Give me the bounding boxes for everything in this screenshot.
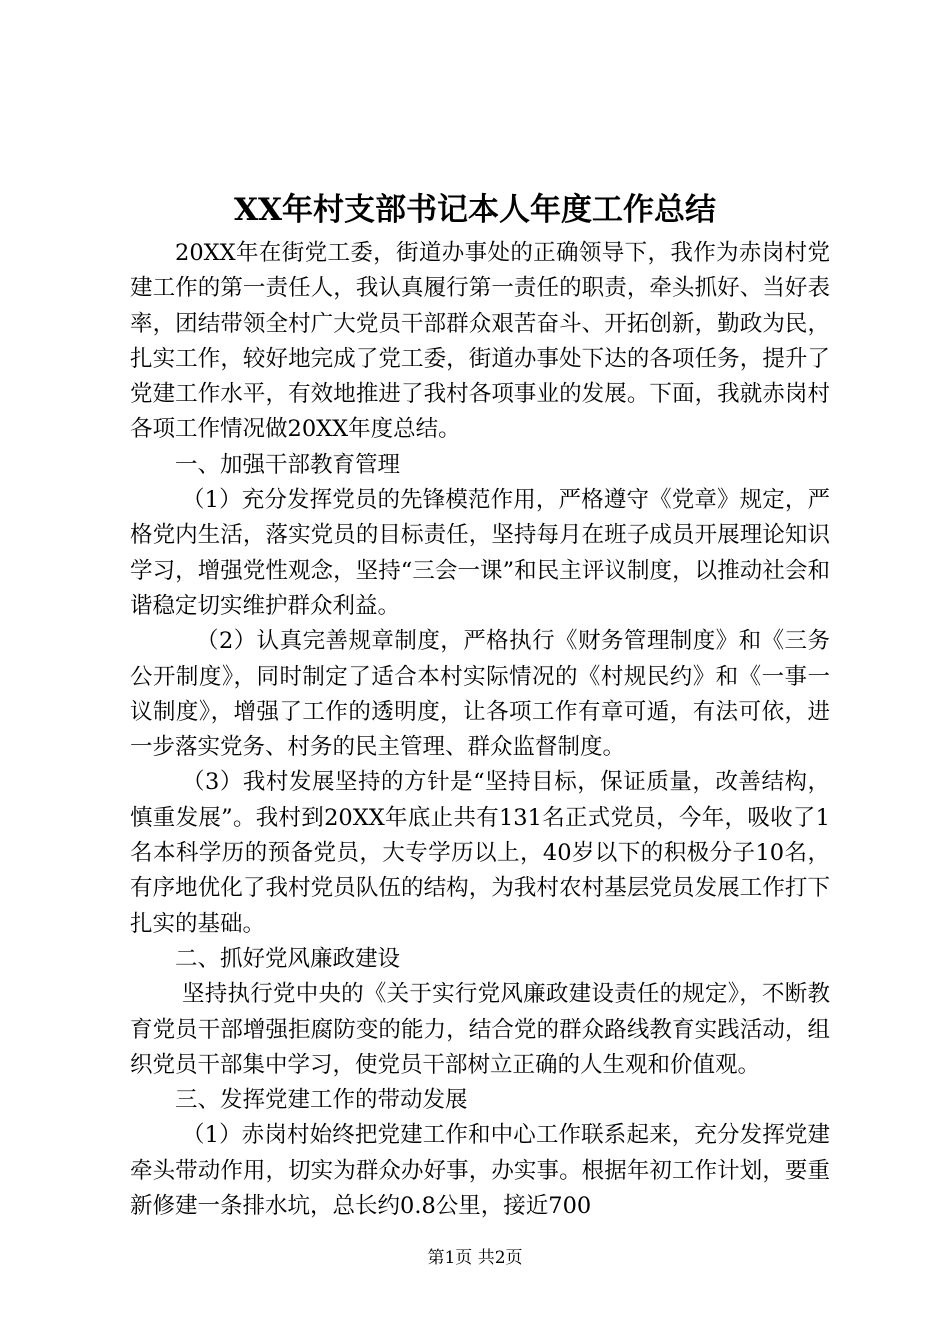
page-footer: 第1页 共2页 bbox=[427, 1248, 523, 1268]
intro-paragraph: 20XX年在街党工委，街道办事处的正确领导下，我作为赤岗村党建工作的第一责任人，我认真履行第一责任的职责，牵头抓好、当好表率，团结带领全村广大党员干部群众艰苦奋斗、开拓创新，勤政为民，扎实工作，较好地完成了党工委，街道办事处下达的各项任务，提升了党建工作水平，有效地推进了我村各项事业的发展。下面，我就赤岗村各项工作情况做20XX年度总结。 bbox=[130, 240, 830, 443]
section-heading-3: 三、发挥党建工作的带动发展 bbox=[175, 1087, 468, 1114]
document-body bbox=[130, 236, 830, 1224]
paragraph-2: 坚持执行党中央的《关于实行党风廉政建设责任的规定》，不断教育党员干部增强拒腐防变的能力，结合党的群众路线教育实践活动，组织党员干部集中学习，使党员干部树立正确的人生观和价值观。 bbox=[130, 981, 830, 1078]
paragraph-1-2: （2）认真完善规章制度，严格执行《财务管理制度》和《三务公开制度》，同时制定了适合本村实际情况的《村规民约》和《一事一议制度》，增强了工作的透明度，让各项工作有章可遁，有法可依，进一步落实党务、村务的民主管理、群众监督制度。 bbox=[130, 628, 830, 761]
paragraph-3-1: （1）赤岗村始终把党建工作和中心工作联系起来，充分发挥党建牵头带动作用，切实为群众办好事，办实事。根据年初工作计划，要重新修建一条排水坑，总长约0.8公里，接近700 bbox=[130, 1122, 830, 1220]
document-title: XX年村支部书记本人年度工作总结 bbox=[233, 192, 717, 228]
section-heading-1: 一、加强干部教育管理 bbox=[175, 451, 401, 478]
section-heading-2: 二、抓好党风廉政建设 bbox=[175, 945, 401, 972]
paragraph-1-1: （1）充分发挥党员的先锋模范作用，严格遵守《党章》规定，严格党内生活，落实党员的目标责任，坚持每月在班子成员开展理论知识学习，增强党性观念，坚持“三会一课”和民主评议制度，以推动社会和谐稳定切实维护群众利益。 bbox=[130, 487, 830, 619]
paragraph-1-3: （3）我村发展坚持的方针是“坚持目标，保证质量，改善结构，慎重发展”。我村到20XX年底止共有131名正式党员，今年，吸收了1名本科学历的预备党员，大专学历以上，40岁以下的积极分子10名，有序地优化了我村党员队伍的结构，为我村农村基层党员发展工作打下扎实的基础。 bbox=[130, 769, 830, 937]
